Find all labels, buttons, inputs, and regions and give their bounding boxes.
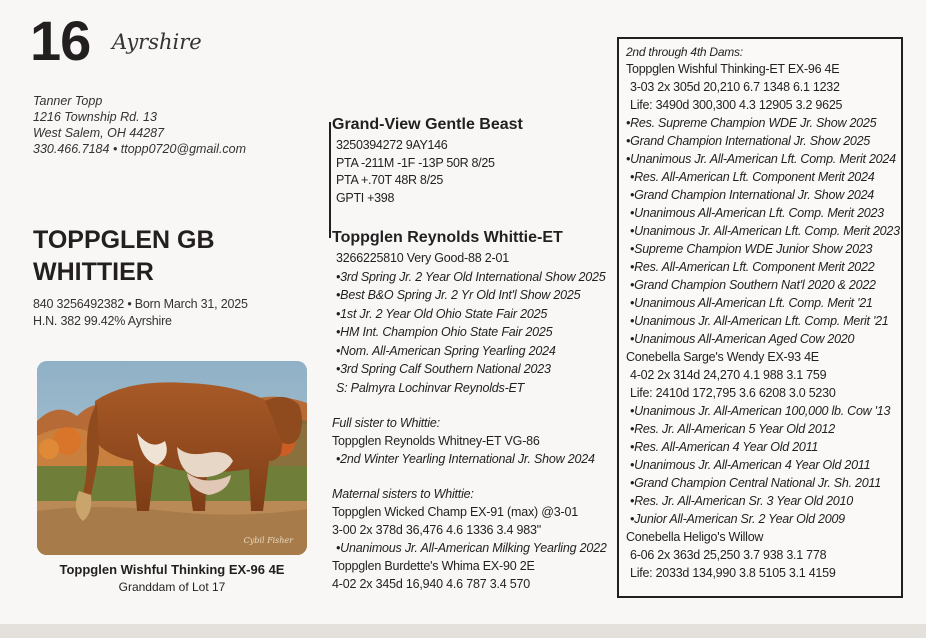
photo-caption-title: Toppglen Wishful Thinking EX-96 4E [59, 562, 285, 577]
dam2-honor: •Res. All-American Lft. Component Merit 2022 [630, 260, 875, 274]
dam-name: Toppglen Reynolds Whittie-ET [332, 229, 563, 246]
consignor-address-line1: 1216 Township Rd. 13 [33, 110, 157, 124]
dam2-honor: •Res. All-American Lft. Component Merit 2024 [630, 170, 875, 184]
dam3-honor: •Unanimous Jr. All-American 100,000 lb. Cow '13 [630, 404, 891, 418]
dam4-name: Conebella Heligo's Willow [626, 530, 764, 544]
dam2-honor: •Unanimous Jr. All-American Lft. Comp. Merit 2024 [626, 152, 896, 166]
animal-id-line1: 840 3256492382 • Born March 31, 2025 [33, 297, 248, 311]
maternal-sister1-honor: •Unanimous Jr. All-American Milking Yearling 2022 [336, 541, 607, 555]
dams-box-heading: 2nd through 4th Dams: [626, 45, 743, 59]
dam3-life: Life: 2410d 172,795 3.6 6208 3.0 5230 [630, 386, 836, 400]
cow-photo [37, 361, 307, 555]
dam2-honor: •Supreme Champion WDE Junior Show 2023 [630, 242, 873, 256]
animal-ids [33, 296, 248, 330]
dam3-honor: •Grand Champion Central National Jr. Sh. 2011 [630, 476, 881, 490]
lot-number: 16 [30, 9, 91, 72]
dam2-honor: •Grand Champion Southern Nat'l 2020 & 2022 [630, 278, 876, 292]
full-sister-name: Toppglen Reynolds Whitney-ET VG-86 [332, 434, 540, 448]
consignor-block [33, 93, 246, 157]
dam3-honor: •Res. Jr. All-American Sr. 3 Year Old 2010 [630, 494, 853, 508]
dam-id-line: 3266225810 Very Good-88 2-01 [336, 251, 510, 265]
dam4-life: Life: 2033d 134,990 3.8 5105 3.1 4159 [630, 566, 836, 580]
cow-photo-illustration [37, 361, 307, 555]
dam-honor: •HM Int. Champion Ohio State Fair 2025 [336, 325, 553, 339]
maternal-sister2-record: 4-02 2x 345d 16,940 4.6 787 3.4 570 [332, 577, 531, 591]
maternal-sisters-heading: Maternal sisters to Whittie: [332, 487, 474, 501]
dam-honor: •1st Jr. 2 Year Old Ohio State Fair 2025 [336, 306, 548, 321]
dam3-honor: •Res. All-American 4 Year Old 2011 [630, 440, 819, 454]
sire-detail-line: GPTI +398 [336, 190, 395, 205]
photo-caption-subtitle: Granddam of Lot 17 [118, 580, 226, 594]
maternal-sister1-name: Toppglen Wicked Champ EX-91 (max) @3-01 [332, 505, 578, 519]
animal-name-line2: WHITTIER [33, 258, 154, 286]
full-sister-honor: •2nd Winter Yearling International Jr. Show 2024 [336, 452, 595, 466]
sire-details [336, 137, 495, 207]
dam2-honor: •Grand Champion International Jr. Show 2024 [630, 188, 875, 202]
ancestor-dams-box [617, 37, 903, 598]
dam2-honor: •Unanimous Jr. All-American Lft. Comp. Merit 2023 [630, 224, 900, 238]
dam3-honor: •Res. Jr. All-American 5 Year Old 2012 [630, 422, 835, 436]
dam2-honor: •Unanimous All-American Lft. Comp. Merit 2023 [630, 206, 884, 220]
sire-detail-line: 3250394272 9AY146 [336, 138, 448, 152]
sire-detail-line: PTA +.70T 48R 8/25 [336, 173, 444, 187]
animal-name [33, 224, 215, 288]
dam2-honor: •Res. Supreme Champion WDE Jr. Show 2025 [626, 116, 877, 130]
dam-sire-line: S: Palmyra Lochinvar Reynolds-ET [336, 380, 525, 395]
dam-details [336, 249, 606, 397]
dam2-honor: •Unanimous All-American Lft. Comp. Merit '21 [630, 296, 873, 310]
dam2-name: Toppglen Wishful Thinking-ET EX-96 4E [626, 62, 840, 76]
dam3-honor: •Junior All-American Sr. 2 Year Old 2009 [630, 512, 845, 526]
dam-honor: •Best B&O Spring Jr. 2 Yr Old Int'l Show 2025 [336, 288, 581, 302]
sire-name: Grand-View Gentle Beast [332, 116, 523, 133]
consignor-address-line2: West Salem, OH 44287 [33, 126, 165, 140]
page-bottom-band [0, 624, 926, 638]
dam3-honor: •Unanimous Jr. All-American 4 Year Old 2011 [630, 458, 871, 472]
maternal-sister1-record: 3-00 2x 378d 36,476 4.6 1336 3.4 983" [332, 523, 542, 537]
dam-honor: •3rd Spring Calf Southern National 2023 [336, 362, 551, 376]
dam2-honor: •Grand Champion International Jr. Show 2025 [626, 134, 871, 148]
dam2-honor: •Unanimous All-American Aged Cow 2020 [630, 332, 855, 346]
dam4-record: 6-06 2x 363d 25,250 3.7 938 3.1 778 [630, 548, 827, 562]
pedigree-bracket [329, 122, 331, 238]
dam3-name: Conebella Sarge's Wendy EX-93 4E [626, 350, 819, 364]
full-sister-heading: Full sister to Whittie: [332, 416, 440, 430]
maternal-sister2-name: Toppglen Burdette's Whima EX-90 2E [332, 559, 535, 573]
dam2-honor: •Unanimous Jr. All-American Lft. Comp. Merit '21 [630, 314, 889, 328]
animal-name-line1: TOPPGLEN GB [33, 226, 215, 254]
dam-honor: •Nom. All-American Spring Yearling 2024 [336, 343, 556, 358]
consignor-contact: 330.466.7184 • ttopp0720@gmail.com [33, 142, 247, 156]
photo-watermark: Cybil Fisher [243, 536, 293, 545]
dam-honor: •3rd Spring Jr. 2 Year Old International Show 2025 [336, 269, 606, 284]
breed-label: Ayrshire [112, 30, 202, 54]
dam2-record: 3-03 2x 305d 20,210 6.7 1348 6.1 1232 [630, 80, 840, 94]
dam2-life: Life: 3490d 300,300 4.3 12905 3.2 9625 [630, 98, 843, 112]
consignor-name: Tanner Topp [33, 94, 103, 108]
ancestor-dams-content [626, 45, 900, 582]
sisters-section [332, 414, 607, 593]
animal-id-line2: H.N. 382 99.42% Ayrshire [33, 314, 172, 328]
sire-detail-line: PTA -211M -1F -13P 50R 8/25 [336, 155, 495, 170]
dam3-record: 4-02 2x 314d 24,270 4.1 988 3.1 759 [630, 368, 827, 382]
